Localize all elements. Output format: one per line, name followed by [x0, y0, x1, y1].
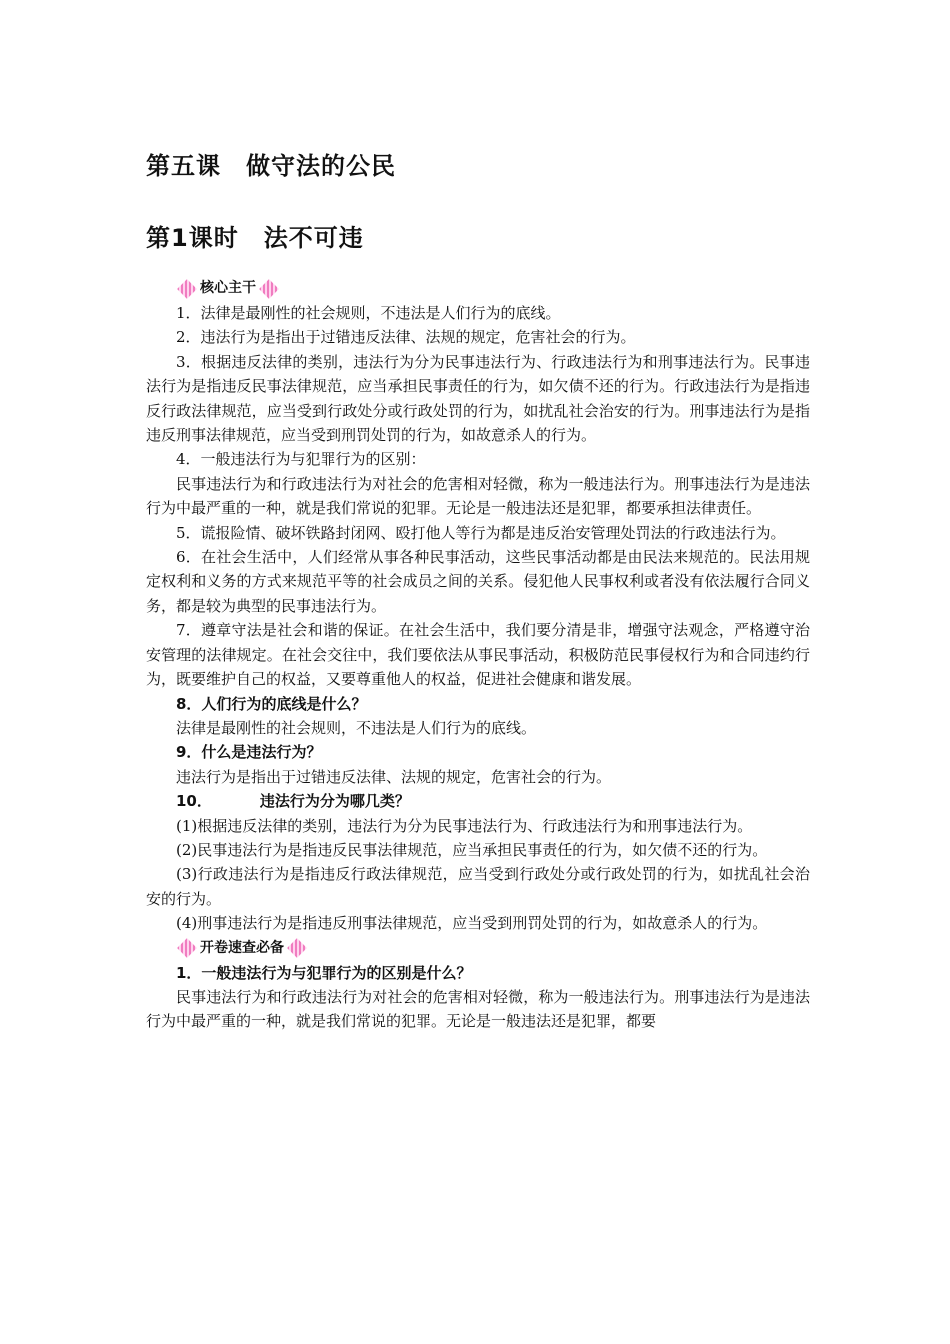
paragraph: 9．什么是违法行为？: [176, 743, 322, 762]
diamond-ornament-icon: [287, 938, 307, 958]
diamond-ornament-icon: [177, 279, 197, 299]
paragraph: 5．谎报险情、破坏铁路封闭网、殴打他人等行为都是违反治安管理处罚法的行政违法行为。: [176, 523, 786, 542]
section-badge-core: [176, 276, 810, 301]
paragraph: (3)行政违法行为是指违反行政法律规范，应当受到行政处分或行政处罚的行为，如扰乱社会治安的行为。: [146, 865, 810, 908]
paragraph: 7．遵章守法是社会和谐的保证。在社会生活中，我们要分清是非，增强守法观念，严格遵守治安管理的法律规定。在社会交往中，我们要依法从事民事活动，积极防范民事侵权行为和合同违约行为，既要维护自己的权益，又要尊重他人的权益，促进社会健康和谐发展。: [146, 621, 810, 689]
paragraph: 2．违法行为是指出于过错违反法律、法规的规定，危害社会的行为。: [176, 328, 636, 347]
paragraph: 6．在社会生活中，人们经常从事各种民事活动，这些民事活动都是由民法来规范的。民法用规定权利和义务的方式来规范平等的社会成员之间的关系。侵犯他人民事权利或者没有依法履行合同义务，都是较为典型的民事违法行为。: [146, 548, 810, 615]
section1-paragraphs: [146, 301, 810, 789]
paragraph: (4)刑事违法行为是指违反刑事法律规范，应当受到刑罚处罚的行为，如故意杀人的行为。: [176, 914, 768, 933]
paragraph: 1．一般违法行为与犯罪行为的区别是什么？: [176, 963, 472, 982]
paragraph: 4．一般违法行为与犯罪行为的区别：: [176, 450, 426, 469]
paragraph: (2)民事违法行为是指违反民事法律规范，应当承担民事责任的行为，如欠债不还的行为。: [176, 840, 768, 859]
answers-list: [146, 814, 810, 936]
paragraph: 1．法律是最刚性的社会规则，不违法是人们行为的底线。: [176, 304, 561, 322]
question-text: 违法行为分为哪几类？: [259, 792, 410, 811]
paragraph: (1)根据违反法律的类别，违法行为分为民事违法行为、行政违法行为和刑事违法行为。: [176, 816, 753, 835]
paragraph: 民事违法行为和行政违法行为对社会的危害相对轻微，称为一般违法行为。刑事违法行为是违法行为中最严重的一种，就是我们常说的犯罪。无论是一般违法还是犯罪，都要承担法律责任。: [146, 474, 810, 518]
lesson-title: 第五课 做守法的公民: [146, 152, 396, 180]
diamond-ornament-icon: [259, 279, 279, 299]
question-number: 10．: [176, 792, 212, 811]
paragraph: 民事违法行为和行政违法行为对社会的危害相对轻微，称为一般违法行为。刑事违法行为是违法行为中最严重的一种，就是我们常说的犯罪。无论是一般违法还是犯罪，都要: [146, 987, 810, 1031]
paragraph: 3．根据违反法律的类别，违法行为分为民事违法行为、行政违法行为和刑事违法行为。民事违法行为是指违反民事法律规范，应当承担民事责任的行为，如欠债不还的行为。行政违法行为是指违反行政法律规范，应当受到行政处分或行政处罚的行为，如扰乱社会治安的行为。刑事违法行为是指违反刑事法律规范，应当受到刑罚处罚的行为，如故意杀人的行为。: [146, 352, 810, 445]
question-10: [146, 789, 810, 813]
paragraph: 违法行为是指出于过错违反法律、法规的规定，危害社会的行为。: [176, 767, 612, 786]
section-label: 开卷速查必备: [200, 939, 284, 956]
session-title: 第1课时 法不可违: [146, 224, 364, 252]
diamond-ornament-icon: [177, 938, 197, 958]
content-body: [146, 276, 810, 1034]
paragraph: 8．人们行为的底线是什么？: [176, 694, 367, 713]
paragraph: 法律是最刚性的社会规则，不违法是人们行为的底线。: [176, 718, 537, 737]
section-badge-quickref: [176, 936, 810, 961]
section-label: 核心主干: [200, 280, 256, 297]
section2-paragraphs: [146, 961, 810, 1034]
